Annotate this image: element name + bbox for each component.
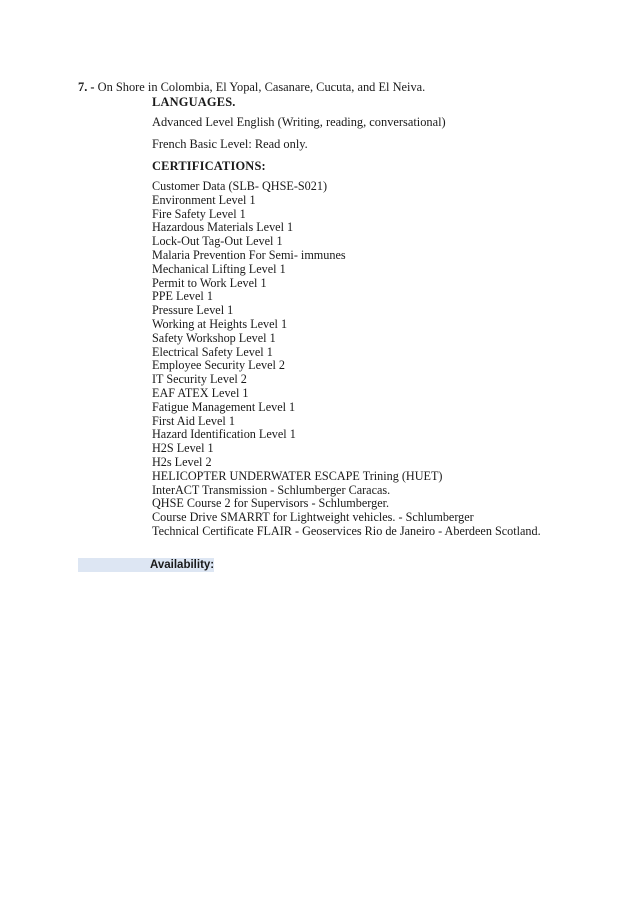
certification-item: Environment Level 1 [152, 192, 256, 207]
certification-item: QHSE Course 2 for Supervisors - Schlumberger. [152, 496, 390, 511]
certification-item: Course Drive SMARRT for Lightweight vehicles. - Schlumberger [152, 510, 474, 525]
certification-item: InterACT Transmission - Schlumberger Caracas. [152, 482, 391, 497]
certification-item: Mechanical Lifting Level 1 [152, 261, 286, 276]
certification-item: Hazard Identification Level 1 [152, 427, 296, 442]
certification-item: Malaria Prevention For Semi- immunes [152, 247, 346, 262]
availability-label: Availability: [150, 559, 215, 571]
certification-item: Fire Safety Level 1 [152, 206, 246, 221]
certification-item: EAF ATEX Level 1 [152, 385, 249, 400]
intro-number: 7. - [78, 80, 95, 94]
certification-item: Permit to Work Level 1 [152, 275, 267, 290]
certification-item: H2s Level 2 [152, 454, 212, 469]
language-item: French Basic Level: Read only. [152, 137, 308, 151]
intro-line [78, 79, 425, 95]
certification-item: HELICOPTER UNDERWATER ESCAPE Trining (HUET) [152, 468, 443, 483]
certification-item: Hazardous Materials Level 1 [152, 220, 294, 235]
certification-item: H2S Level 1 [152, 441, 214, 456]
languages-heading: LANGUAGES. [152, 95, 236, 109]
language-item: Advanced Level English (Writing, reading, conversational) [152, 115, 446, 129]
certification-item: Technical Certificate FLAIR - Geoservices Rio de Janeiro - Aberdeen Scotland. [152, 523, 541, 538]
certifications-list [152, 180, 541, 539]
intro-text: On Shore in Colombia, El Yopal, Casanare, Cucuta, and El Neiva. [97, 80, 426, 94]
certification-item: Safety Workshop Level 1 [152, 330, 276, 345]
certification-item: IT Security Level 2 [152, 372, 247, 387]
certification-item: Customer Data (SLB- QHSE-S021) [152, 179, 328, 193]
certification-item: Working at Heights Level 1 [152, 316, 288, 331]
certifications-heading: CERTIFICATIONS: [152, 159, 266, 173]
certification-item: First Aid Level 1 [152, 413, 235, 428]
certification-item: Electrical Safety Level 1 [152, 344, 273, 359]
certification-item: Fatigue Management Level 1 [152, 399, 296, 414]
certification-item: PPE Level 1 [152, 289, 213, 304]
certification-item: Employee Security Level 2 [152, 358, 286, 373]
certification-item: Lock-Out Tag-Out Level 1 [152, 234, 283, 249]
certification-item: Pressure Level 1 [152, 303, 234, 318]
